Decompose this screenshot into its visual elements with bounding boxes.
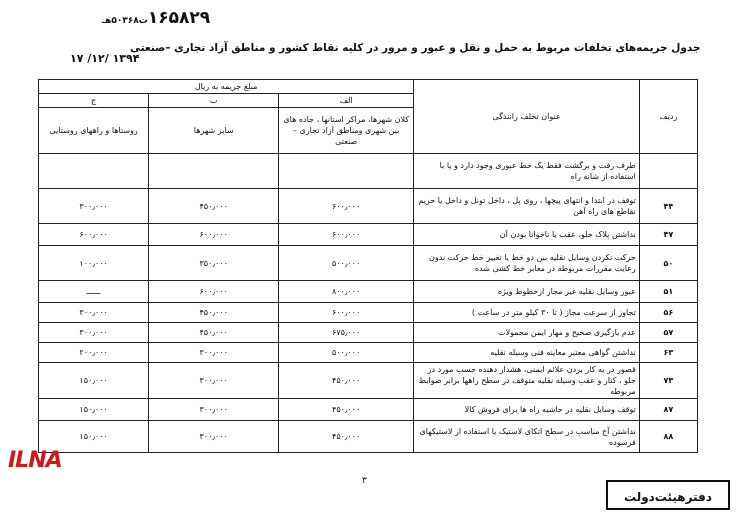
row-violation: عدم بارگیری صحیح و مهار ایمن محمولات (414, 323, 640, 343)
row-fine-be: ۳۵۰٫۰۰۰ (149, 246, 279, 281)
row-violation: حرکت نکردن وسایل نقلیه بین دو خط یا تغییر خط حرکت بدون رعایت مقررات مربوطه در معابر خط کشی شده (414, 246, 640, 281)
row-number: ۵۷ (639, 323, 697, 343)
row-fine-jim: ۱۰۰٫۰۰۰ (39, 246, 149, 281)
document-number-suffix: ت۵۰۳۶۸هـ (102, 16, 148, 26)
row-fine-jim: ۳۰۰٫۰۰۰ (39, 189, 149, 224)
row-number: ۵۶ (639, 303, 697, 323)
row-fine-alef: ۶۷۵٫۰۰۰ (279, 323, 414, 343)
row-fine-jim: ۳۰۰٫۰۰۰ (39, 323, 149, 343)
row-number: ۵۰ (639, 246, 697, 281)
row-fine-alef: ۶۰۰٫۰۰۰ (279, 303, 414, 323)
row-violation: عبور وسایل نقلیه غیر مجاز ازخطوط ویژه (414, 281, 640, 303)
row-violation: نداشتن پلاک جلو، عقب یا ناخوانا بودن آن (414, 224, 640, 246)
table-row (39, 421, 698, 453)
table-row (39, 154, 698, 189)
table-row (39, 224, 698, 246)
row-fine-jim: ۳۰۰٫۰۰۰ (39, 303, 149, 323)
row-violation: طرف رفت و برگشت فقط یک خط عبوری وجود دارد و یا با استفاده از شانه راه (414, 154, 640, 189)
row-fine-jim: ۲۰۰٫۰۰۰ (39, 343, 149, 363)
row-number: ۷۳ (639, 363, 697, 399)
row-fine-be: ۴۵۰٫۰۰۰ (149, 303, 279, 323)
row-violation: قصور در به کار بردن علائم ایمنی، هشدار دهنده حسب مورد در جلو ، کنار و عقب وسیله نقلیه متوقف در سطح راهها برابر ضوابط مربوطه (414, 363, 640, 399)
row-fine-be (149, 154, 279, 189)
fines-table-body (39, 154, 698, 453)
row-fine-jim: ۶۰۰٫۰۰۰ (39, 224, 149, 246)
row-violation: نداشتن گواهی معتبر معاینه فنی وسیله نقلیه (414, 343, 640, 363)
row-fine-alef: ۵۰۰٫۰۰۰ (279, 246, 414, 281)
document-number-value: ۱۶۵۸۲۹ (147, 8, 211, 28)
row-fine-alef: ۶۰۰٫۰۰۰ (279, 189, 414, 224)
row-fine-jim: ۱۵۰٫۰۰۰ (39, 399, 149, 421)
row-fine-be: ۶۰۰٫۰۰۰ (149, 224, 279, 246)
row-violation: نداشتن آج مناسب در سطح اتکای لاستیک یا استفاده از لاستیکهای فرسوده (414, 421, 640, 453)
row-number: ۸۷ (639, 399, 697, 421)
row-fine-jim: ۱۵۰٫۰۰۰ (39, 363, 149, 399)
row-number (639, 154, 697, 189)
table-row (39, 246, 698, 281)
table-row (39, 343, 698, 363)
row-fine-jim: ــــــ (39, 281, 149, 303)
header-col-alef: الف (279, 94, 414, 108)
row-number: ۶۳ (639, 343, 697, 363)
header-col-be: ب (149, 94, 279, 108)
document-number (98, 8, 210, 28)
header-violation-title: عنوان تخلف رانندگی (414, 80, 640, 154)
row-fine-be: ۳۰۰٫۰۰۰ (149, 343, 279, 363)
table-row (39, 399, 698, 421)
row-fine-alef: ۵۰۰٫۰۰۰ (279, 343, 414, 363)
row-fine-be: ۴۵۰٫۰۰۰ (149, 189, 279, 224)
government-office-stamp: دفترهیئت‌دولت (606, 480, 730, 510)
row-fine-be: ۶۰۰٫۰۰۰ (149, 281, 279, 303)
document-title: جدول جریمه‌های تخلفات مربوط به حمل و نقل و عبور و مرور در کلیه نقاط کشور و مناطق آزاد تجاری –صنعتی (130, 42, 701, 54)
row-violation: توقف وسایل نقلیه در حاشیه راه ها برای فروش کالا (414, 399, 640, 421)
row-fine-be: ۳۰۰٫۰۰۰ (149, 399, 279, 421)
row-violation: توقف در ابتدا و انتهای پیچها ، روی پل ، داخل تونل و داخل یا حریم تقاطع های راه آهن (414, 189, 640, 224)
row-fine-alef: ۴۵۰٫۰۰۰ (279, 399, 414, 421)
row-fine-alef: ۶۰۰٫۰۰۰ (279, 224, 414, 246)
table-row (39, 281, 698, 303)
document-date: ۱۳۹۴ /۱۲/ ۱۷ (70, 52, 140, 65)
table-row (39, 303, 698, 323)
row-fine-alef: ۴۵۰٫۰۰۰ (279, 421, 414, 453)
row-number: ۴۷ (639, 224, 697, 246)
header-jim-desc: روستاها و راههای روستایی (39, 108, 149, 154)
header-alef-desc: کلان شهرها، مراکز استانها ، جاده های بین شهری ومناطق آزاد تجاری – صنعتی (279, 108, 414, 154)
row-number: ۴۴ (639, 189, 697, 224)
row-number: ۸۸ (639, 421, 697, 453)
row-number: ۵۱ (639, 281, 697, 303)
row-fine-alef: ۴۵۰٫۰۰۰ (279, 363, 414, 399)
table-row (39, 363, 698, 399)
row-violation: تجاوز از سرعت مجاز ( تا ۳۰ کیلو متر در ساعت ) (414, 303, 640, 323)
table-row (39, 189, 698, 224)
ilna-logo: ILNA (8, 448, 62, 473)
row-fine-jim: ۱۵۰٫۰۰۰ (39, 421, 149, 453)
header-col-jim: ج (39, 94, 149, 108)
row-fine-jim (39, 154, 149, 189)
header-fine-amount: مبلغ جریمه به ریال (39, 80, 414, 94)
fines-table (38, 79, 698, 453)
row-fine-be: ۴۵۰٫۰۰۰ (149, 323, 279, 343)
header-be-desc: سایر شهرها (149, 108, 279, 154)
row-fine-be: ۳۰۰٫۰۰۰ (149, 363, 279, 399)
header-radif: ردیف (639, 80, 697, 154)
row-fine-alef: ۸۰۰٫۰۰۰ (279, 281, 414, 303)
table-row (39, 323, 698, 343)
row-fine-be: ۳۰۰٫۰۰۰ (149, 421, 279, 453)
page-number: ۳ (362, 476, 367, 486)
row-fine-alef (279, 154, 414, 189)
